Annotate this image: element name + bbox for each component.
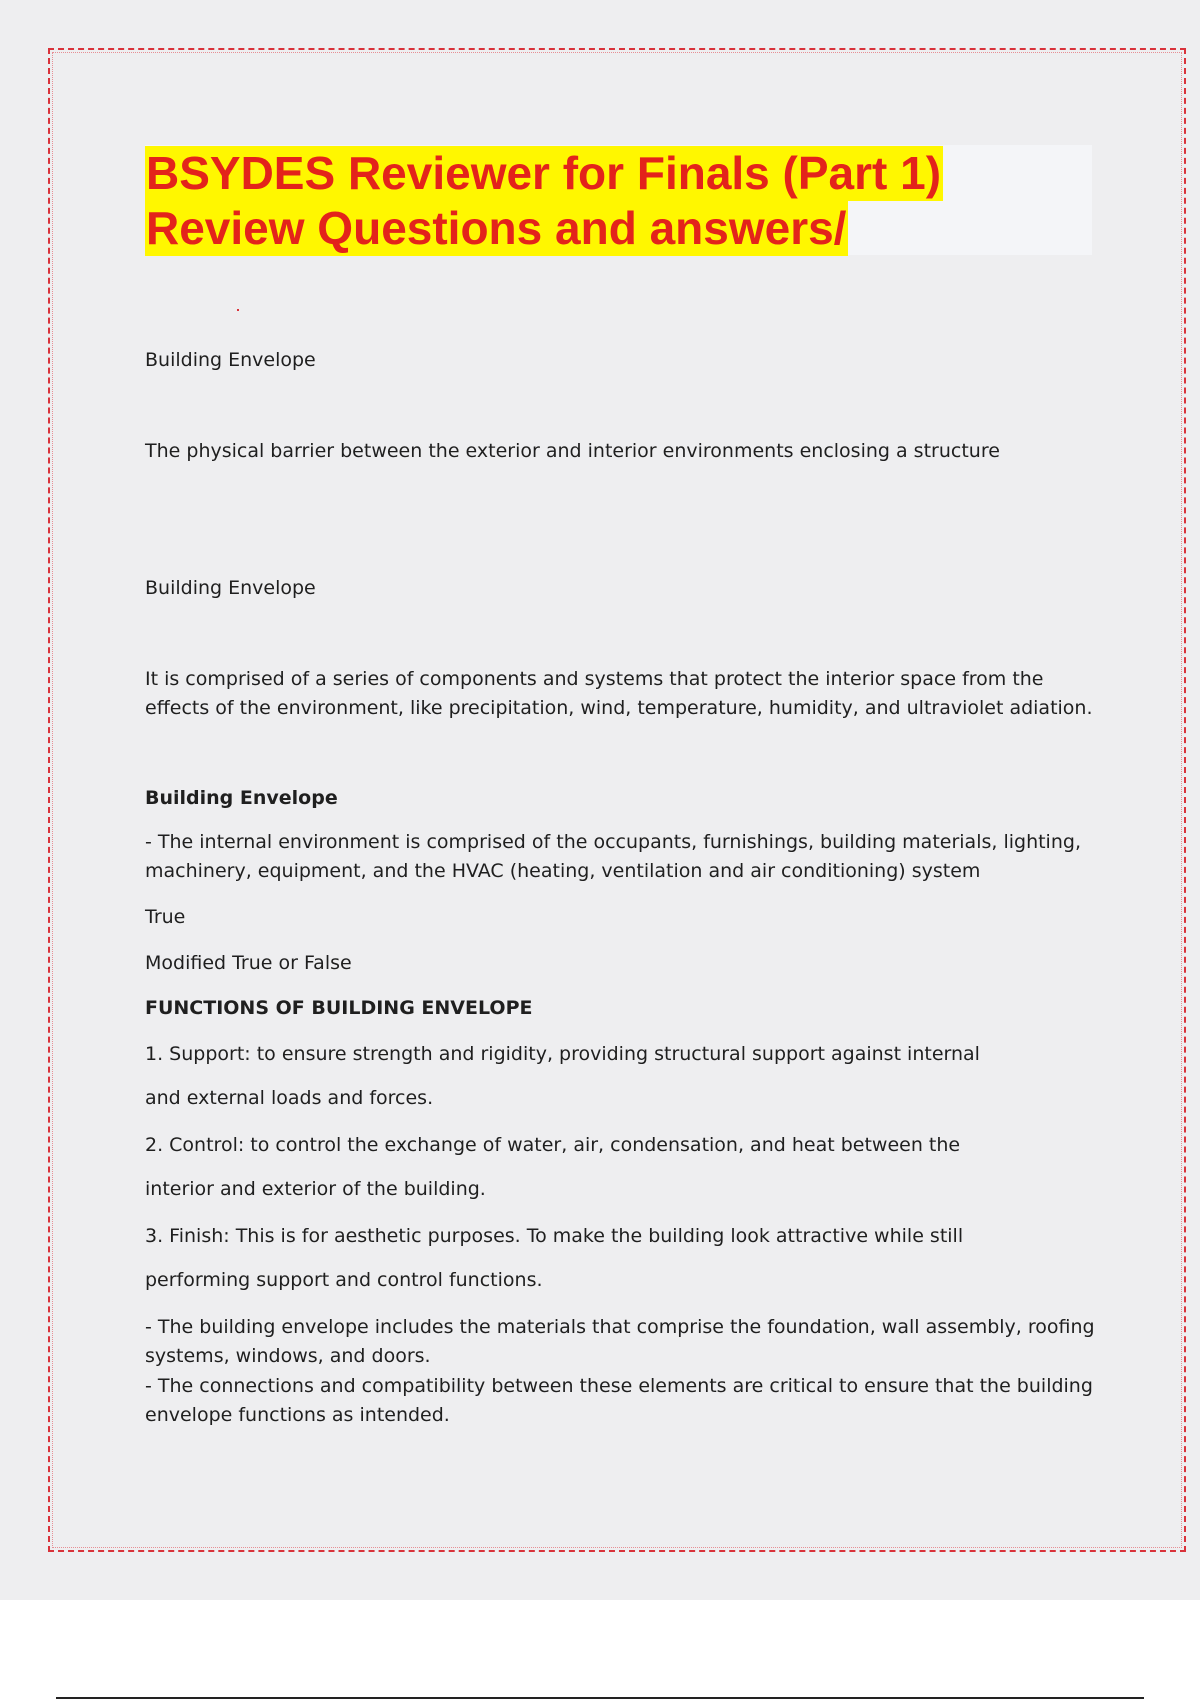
function-item-control-cont: interior and exterior of the building. <box>145 1178 486 1200</box>
term-heading: Building Envelope <box>145 349 316 371</box>
function-item-finish-cont: performing support and control functions. <box>145 1269 543 1291</box>
document-title-line-2: Review Questions and answers/ <box>146 202 847 254</box>
document-title-line-1: BSYDES Reviewer for Finals (Part 1) <box>146 147 942 199</box>
note-text: - The building envelope includes the materials that comprise the foundation, wall assembly, roofing systems, windows, and doors. <box>145 1316 1095 1367</box>
term-heading: Building Envelope <box>145 577 316 599</box>
note-text: - The connections and compatibility between these elements are critical to ensure that the building envelope functions as intended. <box>145 1375 1093 1426</box>
term-heading-bold: Building Envelope <box>145 787 338 809</box>
statement-text: - The internal environment is comprised of the occupants, furnishings, building materials, lighting, machinery, equipment, and the HVAC (heating, ventilation and air conditioning) system <box>145 831 1081 882</box>
function-item-finish: 3. Finish: This is for aesthetic purposes. To make the building look attractive while still <box>145 1225 964 1247</box>
answer-text: True <box>145 906 186 928</box>
stray-red-mark <box>237 309 239 311</box>
function-item-support: 1. Support: to ensure strength and rigidity, providing structural support against internal <box>145 1043 980 1065</box>
function-item-support-cont: and external loads and forces. <box>145 1087 434 1109</box>
function-item-control: 2. Control: to control the exchange of water, air, condensation, and heat between the <box>145 1134 961 1156</box>
definition-text: The physical barrier between the exterior and interior environments enclosing a structure <box>145 440 1000 462</box>
question-type-label: Modified True or False <box>145 952 352 974</box>
section-heading: FUNCTIONS OF BUILDING ENVELOPE <box>145 997 533 1019</box>
footer-rule <box>56 1697 1144 1699</box>
definition-text: It is comprised of a series of components and systems that protect the interior space from the effects of the environment, like precipitation, wind, temperature, humidity, and ultraviolet adiation. <box>145 668 1093 719</box>
